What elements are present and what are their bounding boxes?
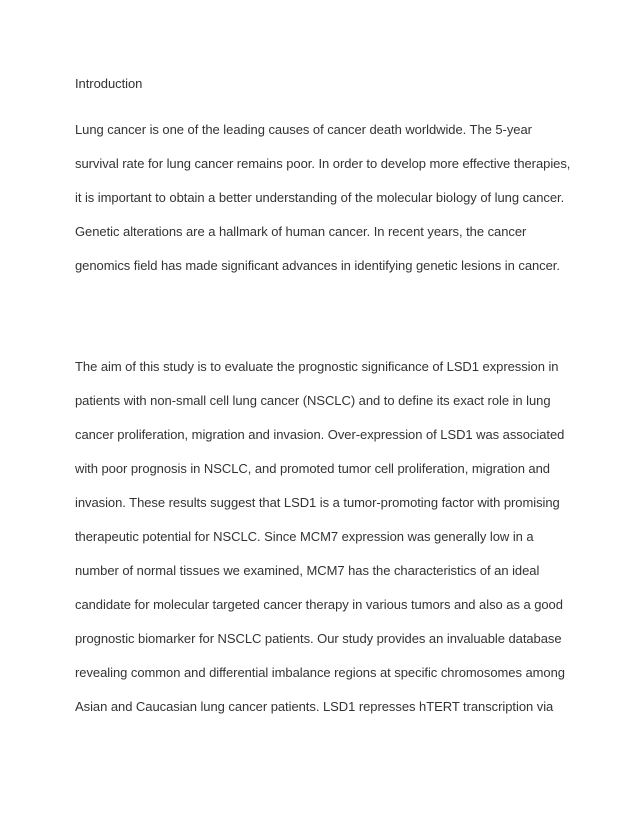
text-line: it is important to obtain a better understanding of the molecular biology of lung cancer.	[75, 190, 565, 205]
text-line: therapeutic potential for NSCLC. Since MCM7 expression was generally low in a	[75, 529, 534, 544]
text-line: prognostic biomarker for NSCLC patients. Our study provides an invaluable database	[75, 631, 562, 646]
text-line: with poor prognosis in NSCLC, and promoted tumor cell proliferation, migration and	[75, 461, 550, 476]
text-line: invasion. These results suggest that LSD1 is a tumor-promoting factor with promising	[75, 495, 560, 510]
paragraph-1	[75, 120, 575, 290]
section-heading: Introduction	[75, 76, 143, 91]
text-line: cancer proliferation, migration and invasion. Over-expression of LSD1 was associated	[75, 427, 565, 442]
text-line: candidate for molecular targeted cancer therapy in various tumors and also as a good	[75, 597, 563, 612]
text-line: revealing common and differential imbalance regions at specific chromosomes among	[75, 665, 565, 680]
text-line: genomics field has made significant advances in identifying genetic lesions in cancer.	[75, 258, 560, 273]
text-line: Genetic alterations are a hallmark of human cancer. In recent years, the cancer	[75, 224, 527, 239]
text-line: Asian and Caucasian lung cancer patients. LSD1 represses hTERT transcription via	[75, 699, 554, 714]
text-line: The aim of this study is to evaluate the prognostic significance of LSD1 expression in	[75, 359, 559, 374]
text-line: Lung cancer is one of the leading causes of cancer death worldwide. The 5-year	[75, 122, 532, 137]
text-line: survival rate for lung cancer remains poor. In order to develop more effective therapies,	[75, 156, 571, 171]
text-line: patients with non-small cell lung cancer (NSCLC) and to define its exact role in lung	[75, 393, 551, 408]
text-line: number of normal tissues we examined, MCM7 has the characteristics of an ideal	[75, 563, 540, 578]
paragraph-2	[75, 357, 575, 731]
